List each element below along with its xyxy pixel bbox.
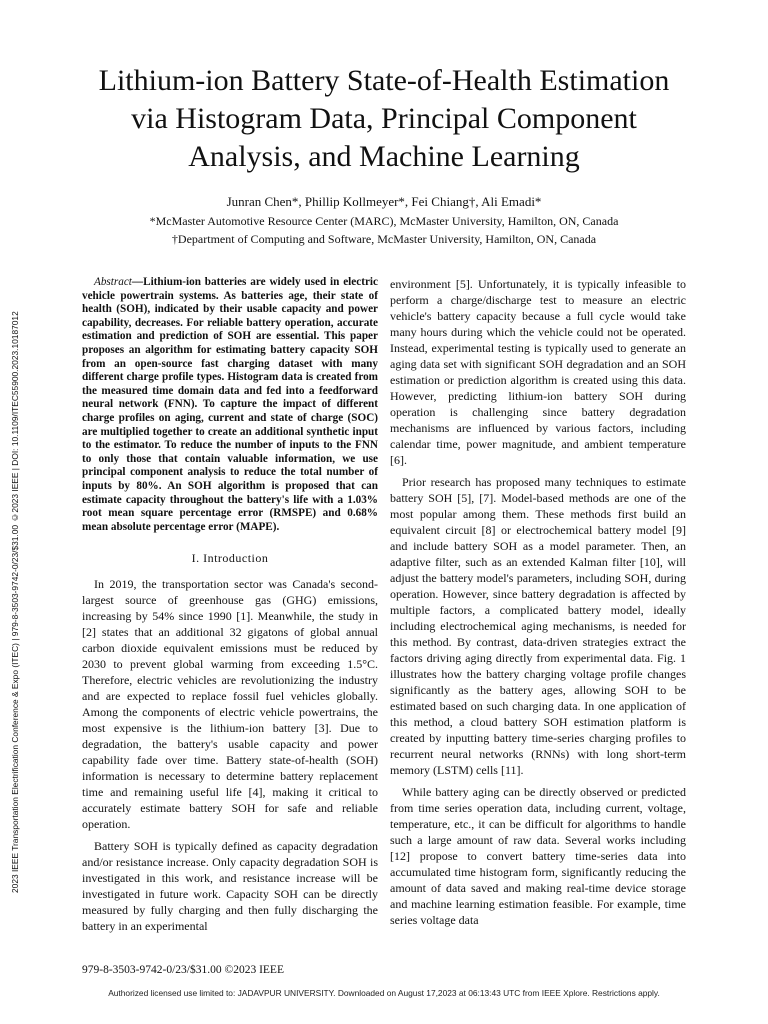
license-footer: Authorized licensed use limited to: JADAVPUR UNIVERSITY. Downloaded on August 17,2023 at 06:13:43 UTC from IEEE Xplore. Restrictions apply. — [108, 988, 660, 998]
abstract-text: —Lithium-ion batteries are widely used in electric vehicle powertrain systems. As batteries age, their state of health (SOH), indicated by their usable capacity and power capability, decreases. For reliable battery operation, accurate estimation and prediction of SOH are essential. This paper proposes an algorithm for estimating battery capacity SOH from an open-source fast charging dataset with many different charge profile types. Histogram data is created from the measured time domain data and fed into a feedforward neural network (FNN). To capture the impact of different charge profiles on aging, current and state of charge (SOC) are multiplied together to create an additional synthetic input to the estimator. To reduce the number of inputs to the FNN to only those that contain valuable information, we use principal component analysis to reduce the total number of inputs by 80%. An SOH algorithm is proposed that can estimate capacity throughout the battery's life with a 1.03% root mean square percentage error (RMSPE) and 0.68% mean absolute percentage error (MAPE). — [82, 276, 378, 533]
intro-paragraph-4: While battery aging can be directly observed or predicted from time series operation data, including current, voltage, temperature, etc., it can be difficult for algorithms to handle such a large amount of raw data. Several works including [12] propose to convert battery time-series data into accumulated time histogram form, significantly reducing the amount of data saved and making real-time device storage and machine learning estimation feasible. For example, time series voltage data — [390, 785, 686, 927]
affiliation-marc: *McMaster Automotive Resource Center (MARC), McMaster University, Hamilton, ON, Canada — [149, 214, 619, 228]
abstract — [82, 276, 378, 534]
paper-title — [60, 62, 708, 176]
author-list: Junran Chen*, Phillip Kollmeyer*, Fei Chiang†, Ali Emadi* — [226, 194, 542, 209]
intro-paragraph-2: Battery SOH is typically defined as capacity degradation and/or resistance increase. Only capacity degradation SOH is investigated in this work, and resistance increase will be investigated in future work. Capacity SOH can be directly measured by fully charging and then fully discharging the battery in an experimental — [82, 839, 378, 934]
intro-paragraph-2-continued: environment [5]. Unfortunately, it is typically infeasible to perform a charge/discharge test to measure an electric vehicle's battery capacity because a full cycle would take many hours during which the vehicle could not be operated. Instead, experimental testing is typically used to generate an aging data set with significant SOH degradation and an SOH estimation or prediction algorithm is created using this data. However, predicting lithium-ion battery SOH during operation is challenging since battery degradation mechanisms are influenced by various factors, including calendar time, power magnitude, and ambient temperature [6]. — [390, 277, 686, 467]
affiliation-computing: †Department of Computing and Software, McMaster University, Hamilton, ON, Canada — [171, 232, 597, 246]
section-heading-introduction: I. Introduction — [191, 551, 269, 566]
right-column — [390, 276, 686, 934]
title-line-3: Analysis, and Machine Learning — [188, 140, 580, 173]
abstract-label: Abstract — [94, 276, 132, 288]
doi-sidebar: 2023 IEEE Transportation Electrification Conference & Expo (ITEC) | 979-8-3503-9742-0/23/$31.00 ©2023 IEEE | DOI: 10.1109/ITEC55900.2023.10187012 — [10, 311, 20, 893]
title-line-2: via Histogram Data, Principal Component — [131, 102, 637, 135]
intro-paragraph-1: In 2019, the transportation sector was Canada's second-largest source of greenhouse gas (GHG) emissions, increasing by 54% since 1990 [1]. Meanwhile, the study in [2] states that an additional 32 gigatons of global annual carbon dioxide equivalent emissions must be reduced by 2030 to prevent global warming from exceeding 1.5°C. Therefore, electric vehicles are revolutionizing the industry and are expected to replace fossil fuel vehicles globally. Among the components of electric vehicle powertrains, the most expensive is the lithium-ion battery [3]. Due to degradation, the battery's usable capacity and power capability fade over time. Battery state-of-health (SOH) information is necessary to determine battery replacement time and remaining useful life [4], making it critical to accurately estimate battery SOH for safe and reliable operation. — [82, 577, 378, 832]
left-column — [82, 276, 378, 940]
title-line-1: Lithium-ion Battery State-of-Health Estimation — [98, 64, 670, 97]
intro-paragraph-3: Prior research has proposed many techniques to estimate battery SOH [5], [7]. Model-based methods are one of the most popular among them. These methods first build an equivalent circuit [8] or electrochemical battery model [9] and include battery SOH as a model parameter. Then, an adaptive filter, such as an extended Kalman filter [10], will adjust the battery model's parameters, including SOH, during operation. However, since battery degradation is affected by multiple factors, a complicated battery model, ideally including electrochemical aging mechanisms, is needed for this method. By contrast, data-driven strategies extract the factors driving aging directly from experimental data. Fig. 1 illustrates how the battery charging voltage profile changes significantly as the battery ages, allowing SOH to be estimated based on such charging data. In one application of this method, a cloud battery SOH estimation platform is created by inputting battery time-series charging profiles to recurrent neural networks (RNNs) with long short-term memory (LSTM) cells [11]. — [390, 475, 686, 777]
copyright-notice: 979-8-3503-9742-0/23/$31.00 ©2023 IEEE — [82, 964, 284, 976]
